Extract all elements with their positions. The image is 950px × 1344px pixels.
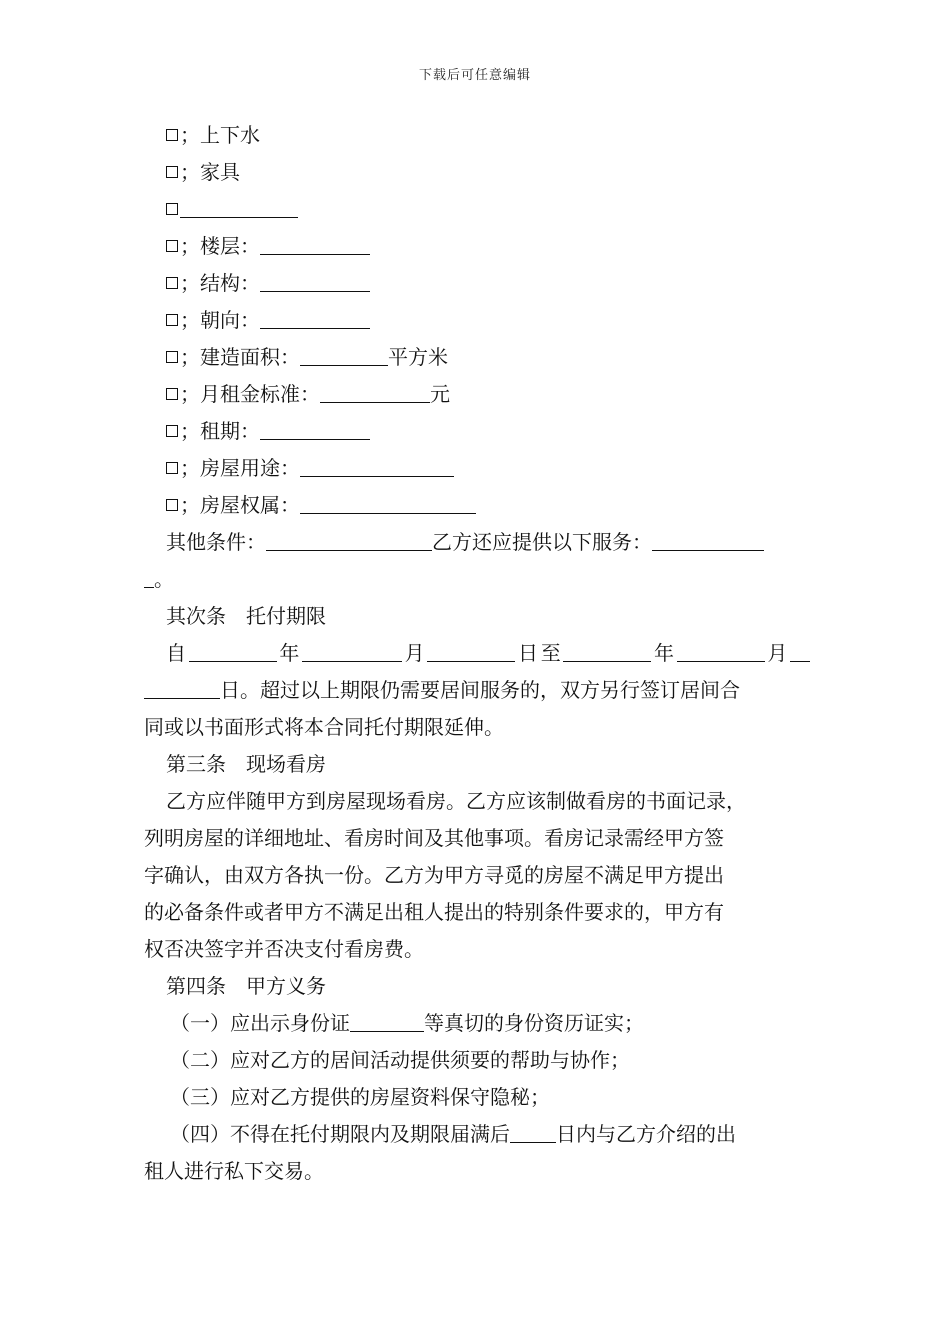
article-4-item-4: （四）不得在托付期限内及期限届满后 日内与乙方介绍的出: [170, 1122, 736, 1146]
article-4-item-3: （三）应对乙方提供的房屋资料保守隐秘；: [170, 1085, 550, 1109]
blank-field[interactable]: [144, 565, 154, 588]
blank-field[interactable]: [790, 639, 810, 662]
blank-field[interactable]: [266, 528, 432, 551]
blank-field[interactable]: [260, 269, 370, 292]
article-2-line-2: 日。超过以上期限仍需要居间服务的，双方另行签订居间合: [144, 672, 810, 709]
blank-field[interactable]: [677, 639, 765, 662]
checkbox[interactable]: [166, 277, 178, 289]
checkbox[interactable]: [166, 499, 178, 511]
checkbox[interactable]: [166, 240, 178, 252]
blank-field[interactable]: [260, 306, 370, 329]
blank-field[interactable]: [260, 417, 370, 440]
other-conditions-end: 。: [144, 561, 810, 598]
article-4-item-1: （一）应出示身份证 等真切的身份资历证实；: [170, 1011, 644, 1035]
checkbox[interactable]: [166, 129, 178, 141]
page-header: 下载后可任意编辑: [418, 68, 531, 83]
item-rent: ；月租金标准： 元: [144, 376, 810, 413]
checkbox[interactable]: [166, 388, 178, 400]
blank-field[interactable]: [260, 232, 370, 255]
blank-field[interactable]: [300, 343, 388, 366]
article-4-title: 第四条 甲方义务: [166, 974, 326, 998]
blank-field[interactable]: [180, 195, 298, 218]
document-body: [144, 117, 810, 1190]
item-blank: [144, 191, 810, 228]
article-3-line-4: 的必备条件或者甲方不满足出租人提出的特别条件要求的，甲方有: [144, 900, 724, 924]
blank-field[interactable]: [300, 454, 454, 477]
item-orientation: ；朝向：: [144, 302, 810, 339]
blank-field[interactable]: [144, 676, 220, 699]
article-3-line-2: 列明房屋的详细地址、看房时间及其他事项。看房记录需经甲方签: [144, 826, 724, 850]
blank-field[interactable]: [300, 491, 476, 514]
checkbox[interactable]: [166, 203, 178, 215]
checkbox[interactable]: [166, 351, 178, 363]
item-term: ；租期：: [144, 413, 810, 450]
article-2-title: 其次条 托付期限: [166, 604, 326, 628]
article-2-date-line: 自 年 月 日至 年 月: [144, 635, 810, 672]
blank-field[interactable]: [350, 1009, 424, 1032]
item-water: ；上下水: [144, 117, 810, 154]
blank-field[interactable]: [320, 380, 430, 403]
item-ownership: ；房屋权属：: [144, 487, 810, 524]
article-4-item-2: （二）应对乙方的居间活动提供须要的帮助与协作；: [170, 1048, 630, 1072]
article-2-line-3: 同或以书面形式将本合同托付期限延伸。: [144, 715, 504, 739]
blank-field[interactable]: [510, 1120, 556, 1143]
blank-field[interactable]: [563, 639, 651, 662]
checkbox[interactable]: [166, 166, 178, 178]
article-3-line-1: 乙方应伴随甲方到房屋现场看房。乙方应该制做看房的书面记录，: [166, 789, 746, 813]
blank-field[interactable]: [189, 639, 277, 662]
item-usage: ；房屋用途：: [144, 450, 810, 487]
item-floor: ；楼层：: [144, 228, 810, 265]
checkbox[interactable]: [166, 462, 178, 474]
blank-field[interactable]: [302, 639, 402, 662]
other-conditions-line: 其他条件： 乙方还应提供以下服务：: [144, 524, 810, 561]
item-furniture: ；家具: [144, 154, 810, 191]
article-3-title: 第三条 现场看房: [166, 752, 326, 776]
blank-field[interactable]: [652, 528, 764, 551]
item-structure: ；结构：: [144, 265, 810, 302]
blank-field[interactable]: [427, 639, 515, 662]
item-area: ；建造面积： 平方米: [144, 339, 810, 376]
checkbox[interactable]: [166, 314, 178, 326]
article-3-line-3: 字确认，由双方各执一份。乙方为甲方寻觅的房屋不满足甲方提出: [144, 863, 724, 887]
checkbox[interactable]: [166, 425, 178, 437]
article-4-item-4-cont: 租人进行私下交易。: [144, 1159, 324, 1183]
article-3-line-5: 权否决签字并否决支付看房费。: [144, 937, 424, 961]
